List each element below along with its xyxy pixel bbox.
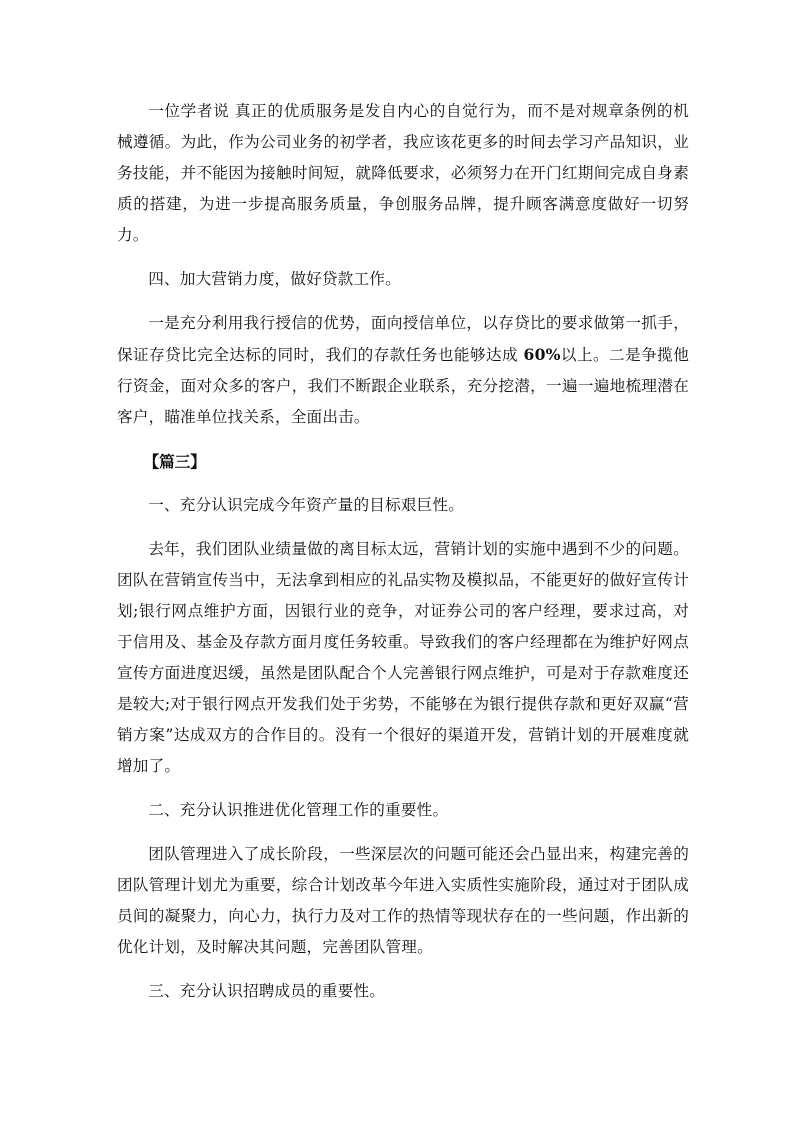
paragraph-last-year-review: 去年，我们团队业绩量做的离目标太远，营销计划的实施中遇到不少的问题。团队在营销宣传当中，无法拿到相应的礼品实物及模拟品，不能更好的做好宣传计划;银行网点维护方面，因银行业的竞争，对证券公司的客户经理，要求过高，对于信用及、基金及存款方面月度任务较重。导致我们的客户经理都在为维护好网点宣传方面进度迟缓，虽然是团队配合个人完善银行网点维护，可是对于存款难度还是较大;对于银行网点开发我们处于劣势，不能够在为银行提供存款和更好双赢“营销方案”达成双方的合作目的。没有一个很好的渠道开发，营销计划的开展难度就增加了。 bbox=[117, 540, 689, 775]
heading-item-two: 二、充分认识推进优化管理工作的重要性。 bbox=[148, 801, 449, 819]
paragraph-service-quality: 一位学者说 真正的优质服务是发自内心的自觉行为，而不是对规章条例的机械遵循。为此，作为公司业务的初学者，我应该花更多的时间去学习产品知识，业务技能，并不能因为接触时间短，就降低要求，必须努力在开门红期间完成自身素质的搭建，为进一步提高服务质量，争创服务品牌，提升顾客满意度做好一切努力。 bbox=[117, 102, 689, 244]
heading-item-three: 三、充分认识招聘成员的重要性。 bbox=[148, 982, 386, 1000]
paragraph-deposit-loan-part2: 以上。二是争揽他行资金，面对众多的客户，我们不断跟企业联系，充分挖潜，一遍一遍地梳理潜在客户，瞄准单位找关系，全面出击。 bbox=[117, 346, 689, 426]
paragraph-deposit-loan bbox=[117, 308, 689, 433]
section-title-part-three: 【篇三】 bbox=[143, 452, 206, 471]
heading-section-four: 四、加大营销力度，做好贷款工作。 bbox=[148, 270, 401, 288]
heading-item-one: 一、充分认识完成今年资产量的目标艰巨性。 bbox=[148, 496, 465, 514]
paragraph-team-management: 团队管理进入了成长阶段，一些深层次的问题可能还会凸显出来，构建完善的团队管理计划尤为重要，综合计划改革今年进入实质性实施阶段，通过对于团队成员间的凝聚力，向心力，执行力及对工作的热情等现状存在的一些问题，作出新的优化计划，及时解决其问题，完善团队管理。 bbox=[117, 845, 689, 956]
document-page bbox=[117, 96, 689, 1007]
percent-value: 60% bbox=[523, 345, 561, 364]
paragraph-deposit-loan-part1: 一是充分利用我行授信的优势，面向授信单位，以存贷比的要求做第一抓手，保证存贷比完全达标的同时，我们的存款任务也能够达成 bbox=[117, 314, 689, 364]
